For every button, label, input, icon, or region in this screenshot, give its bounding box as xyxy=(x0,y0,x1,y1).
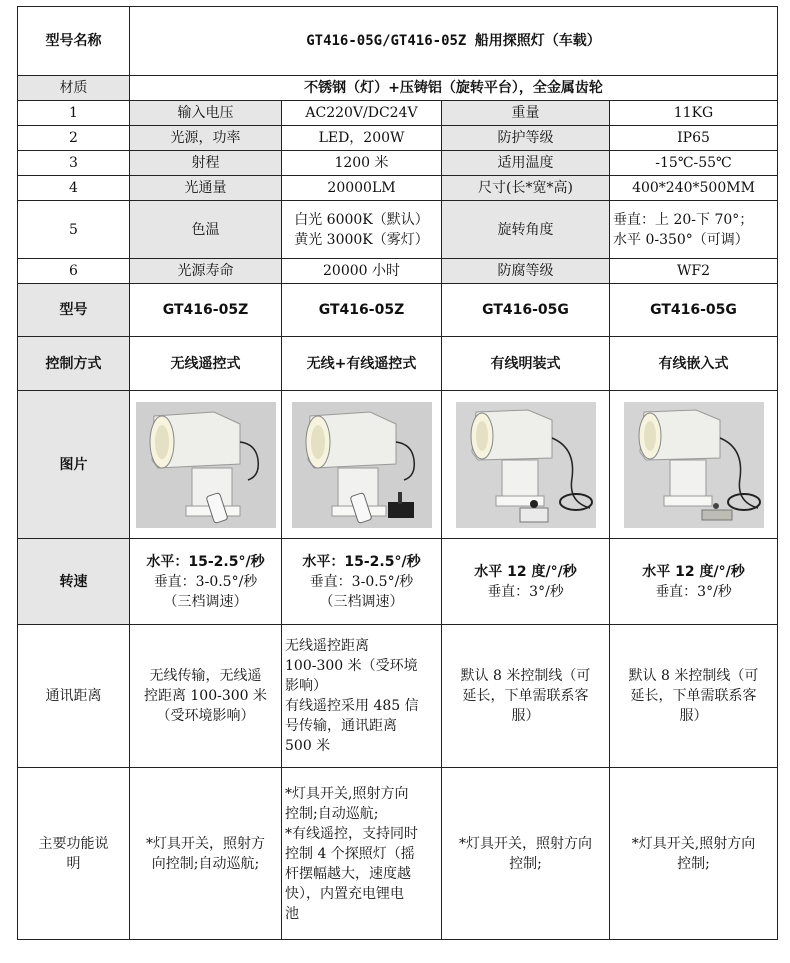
material-value: 不锈钢（灯）+压铸铝（旋转平台），全金属齿轮 xyxy=(130,76,778,101)
material-label: 材质 xyxy=(18,76,130,101)
comm-value: 无线传输，无线遥 控距离 100-300 米 （受环境影响） xyxy=(130,625,282,768)
control-row xyxy=(18,337,778,391)
speed-cell xyxy=(282,539,442,625)
functions-label: 主要功能说 明 xyxy=(18,768,130,940)
spec-row xyxy=(18,151,778,176)
spec-key: 重量 xyxy=(442,101,610,126)
model-row xyxy=(18,284,778,337)
speed-vertical: 垂直：3-0.5°/秒 （三档调速） xyxy=(153,573,258,610)
speed-horizontal: 水平：15-2.5°/秒 xyxy=(302,553,421,570)
picture-row xyxy=(18,391,778,539)
spec-value: IP65 xyxy=(610,126,778,151)
spec-key: 旋转角度 xyxy=(442,201,610,259)
speed-horizontal: 水平：15-2.5°/秒 xyxy=(146,553,265,570)
spec-key: 光通量 xyxy=(130,176,282,201)
spec-key: 色温 xyxy=(130,201,282,259)
model-name: GT416-05Z xyxy=(282,284,442,337)
speed-label: 转速 xyxy=(18,539,130,625)
spec-value: 400*240*500MM xyxy=(610,176,778,201)
spec-value: 白光 6000K（默认） 黄光 3000K（雾灯） xyxy=(282,201,442,259)
speed-cell xyxy=(610,539,778,625)
control-type: 无线+有线遥控式 xyxy=(282,337,442,391)
searchlight-photo xyxy=(456,402,596,528)
control-type: 无线遥控式 xyxy=(130,337,282,391)
spec-key: 适用温度 xyxy=(442,151,610,176)
searchlight-photo xyxy=(624,402,764,528)
speed-vertical: 垂直：3°/秒 xyxy=(487,583,564,600)
speed-row xyxy=(18,539,778,625)
model-name: GT416-05G xyxy=(442,284,610,337)
picture-cell xyxy=(130,391,282,539)
functions-value: *灯具开关,照射方向 控制; xyxy=(610,768,778,940)
spec-value: -15℃-55℃ xyxy=(610,151,778,176)
comm-value: 无线遥控距离 100-300 米（受环境 影响） 有线遥控采用 485 信 号传输，通讯距离 500 米 xyxy=(282,625,442,768)
spec-key: 防腐等级 xyxy=(442,259,610,284)
spec-no: 5 xyxy=(18,201,130,259)
spec-key: 光源寿命 xyxy=(130,259,282,284)
functions-value: *灯具开关,照射方向 控制;自动巡航; *有线遥控，支持同时 控制 4 个探照灯（摇 杆摆幅越大，速度越 快），内置充电锂电 池 xyxy=(282,768,442,940)
spec-value: 垂直：上 20-下 70°； 水平 0-350°（可调） xyxy=(610,201,778,259)
comm-value: 默认 8 米控制线（可 延长，下单需联系客 服） xyxy=(442,625,610,768)
spec-no: 4 xyxy=(18,176,130,201)
functions-row xyxy=(18,768,778,940)
spec-value: 20000LM xyxy=(282,176,442,201)
spec-row xyxy=(18,101,778,126)
functions-value: *灯具开关，照射方 向控制;自动巡航; xyxy=(130,768,282,940)
searchlight-photo xyxy=(136,402,276,528)
picture-cell xyxy=(442,391,610,539)
spec-table xyxy=(17,6,778,940)
control-type: 有线嵌入式 xyxy=(610,337,778,391)
spec-row xyxy=(18,259,778,284)
spec-key: 射程 xyxy=(130,151,282,176)
control-label: 控制方式 xyxy=(18,337,130,391)
speed-horizontal: 水平 12 度/°/秒 xyxy=(642,563,745,580)
spec-value: 1200 米 xyxy=(282,151,442,176)
comm-label: 通讯距离 xyxy=(18,625,130,768)
model-label: 型号 xyxy=(18,284,130,337)
spec-no: 6 xyxy=(18,259,130,284)
speed-vertical: 垂直：3-0.5°/秒 （三档调速） xyxy=(309,573,414,610)
spec-key: 尺寸(长*宽*高) xyxy=(442,176,610,201)
model-name: GT416-05Z xyxy=(130,284,282,337)
spec-value: AC220V/DC24V xyxy=(282,101,442,126)
header-title: GT416-05G/GT416-05Z 船用探照灯（车载） xyxy=(130,7,778,76)
spec-row xyxy=(18,126,778,151)
speed-cell xyxy=(442,539,610,625)
spec-key: 输入电压 xyxy=(130,101,282,126)
speed-horizontal: 水平 12 度/°/秒 xyxy=(474,563,577,580)
spec-no: 3 xyxy=(18,151,130,176)
picture-label: 图片 xyxy=(18,391,130,539)
functions-value: *灯具开关，照射方向 控制; xyxy=(442,768,610,940)
model-name: GT416-05G xyxy=(610,284,778,337)
spec-no: 1 xyxy=(18,101,130,126)
speed-vertical: 垂直：3°/秒 xyxy=(655,583,732,600)
comm-value: 默认 8 米控制线（可 延长，下单需联系客 服） xyxy=(610,625,778,768)
picture-cell xyxy=(610,391,778,539)
spec-value: LED，200W xyxy=(282,126,442,151)
comm-row xyxy=(18,625,778,768)
header-label: 型号名称 xyxy=(18,7,130,76)
spec-no: 2 xyxy=(18,126,130,151)
spec-value: 20000 小时 xyxy=(282,259,442,284)
control-type: 有线明装式 xyxy=(442,337,610,391)
searchlight-photo xyxy=(292,402,432,528)
picture-cell xyxy=(282,391,442,539)
spec-key: 防护等级 xyxy=(442,126,610,151)
spec-value: WF2 xyxy=(610,259,778,284)
spec-row xyxy=(18,176,778,201)
spec-value: 11KG xyxy=(610,101,778,126)
spec-row xyxy=(18,201,778,259)
spec-key: 光源，功率 xyxy=(130,126,282,151)
speed-cell xyxy=(130,539,282,625)
